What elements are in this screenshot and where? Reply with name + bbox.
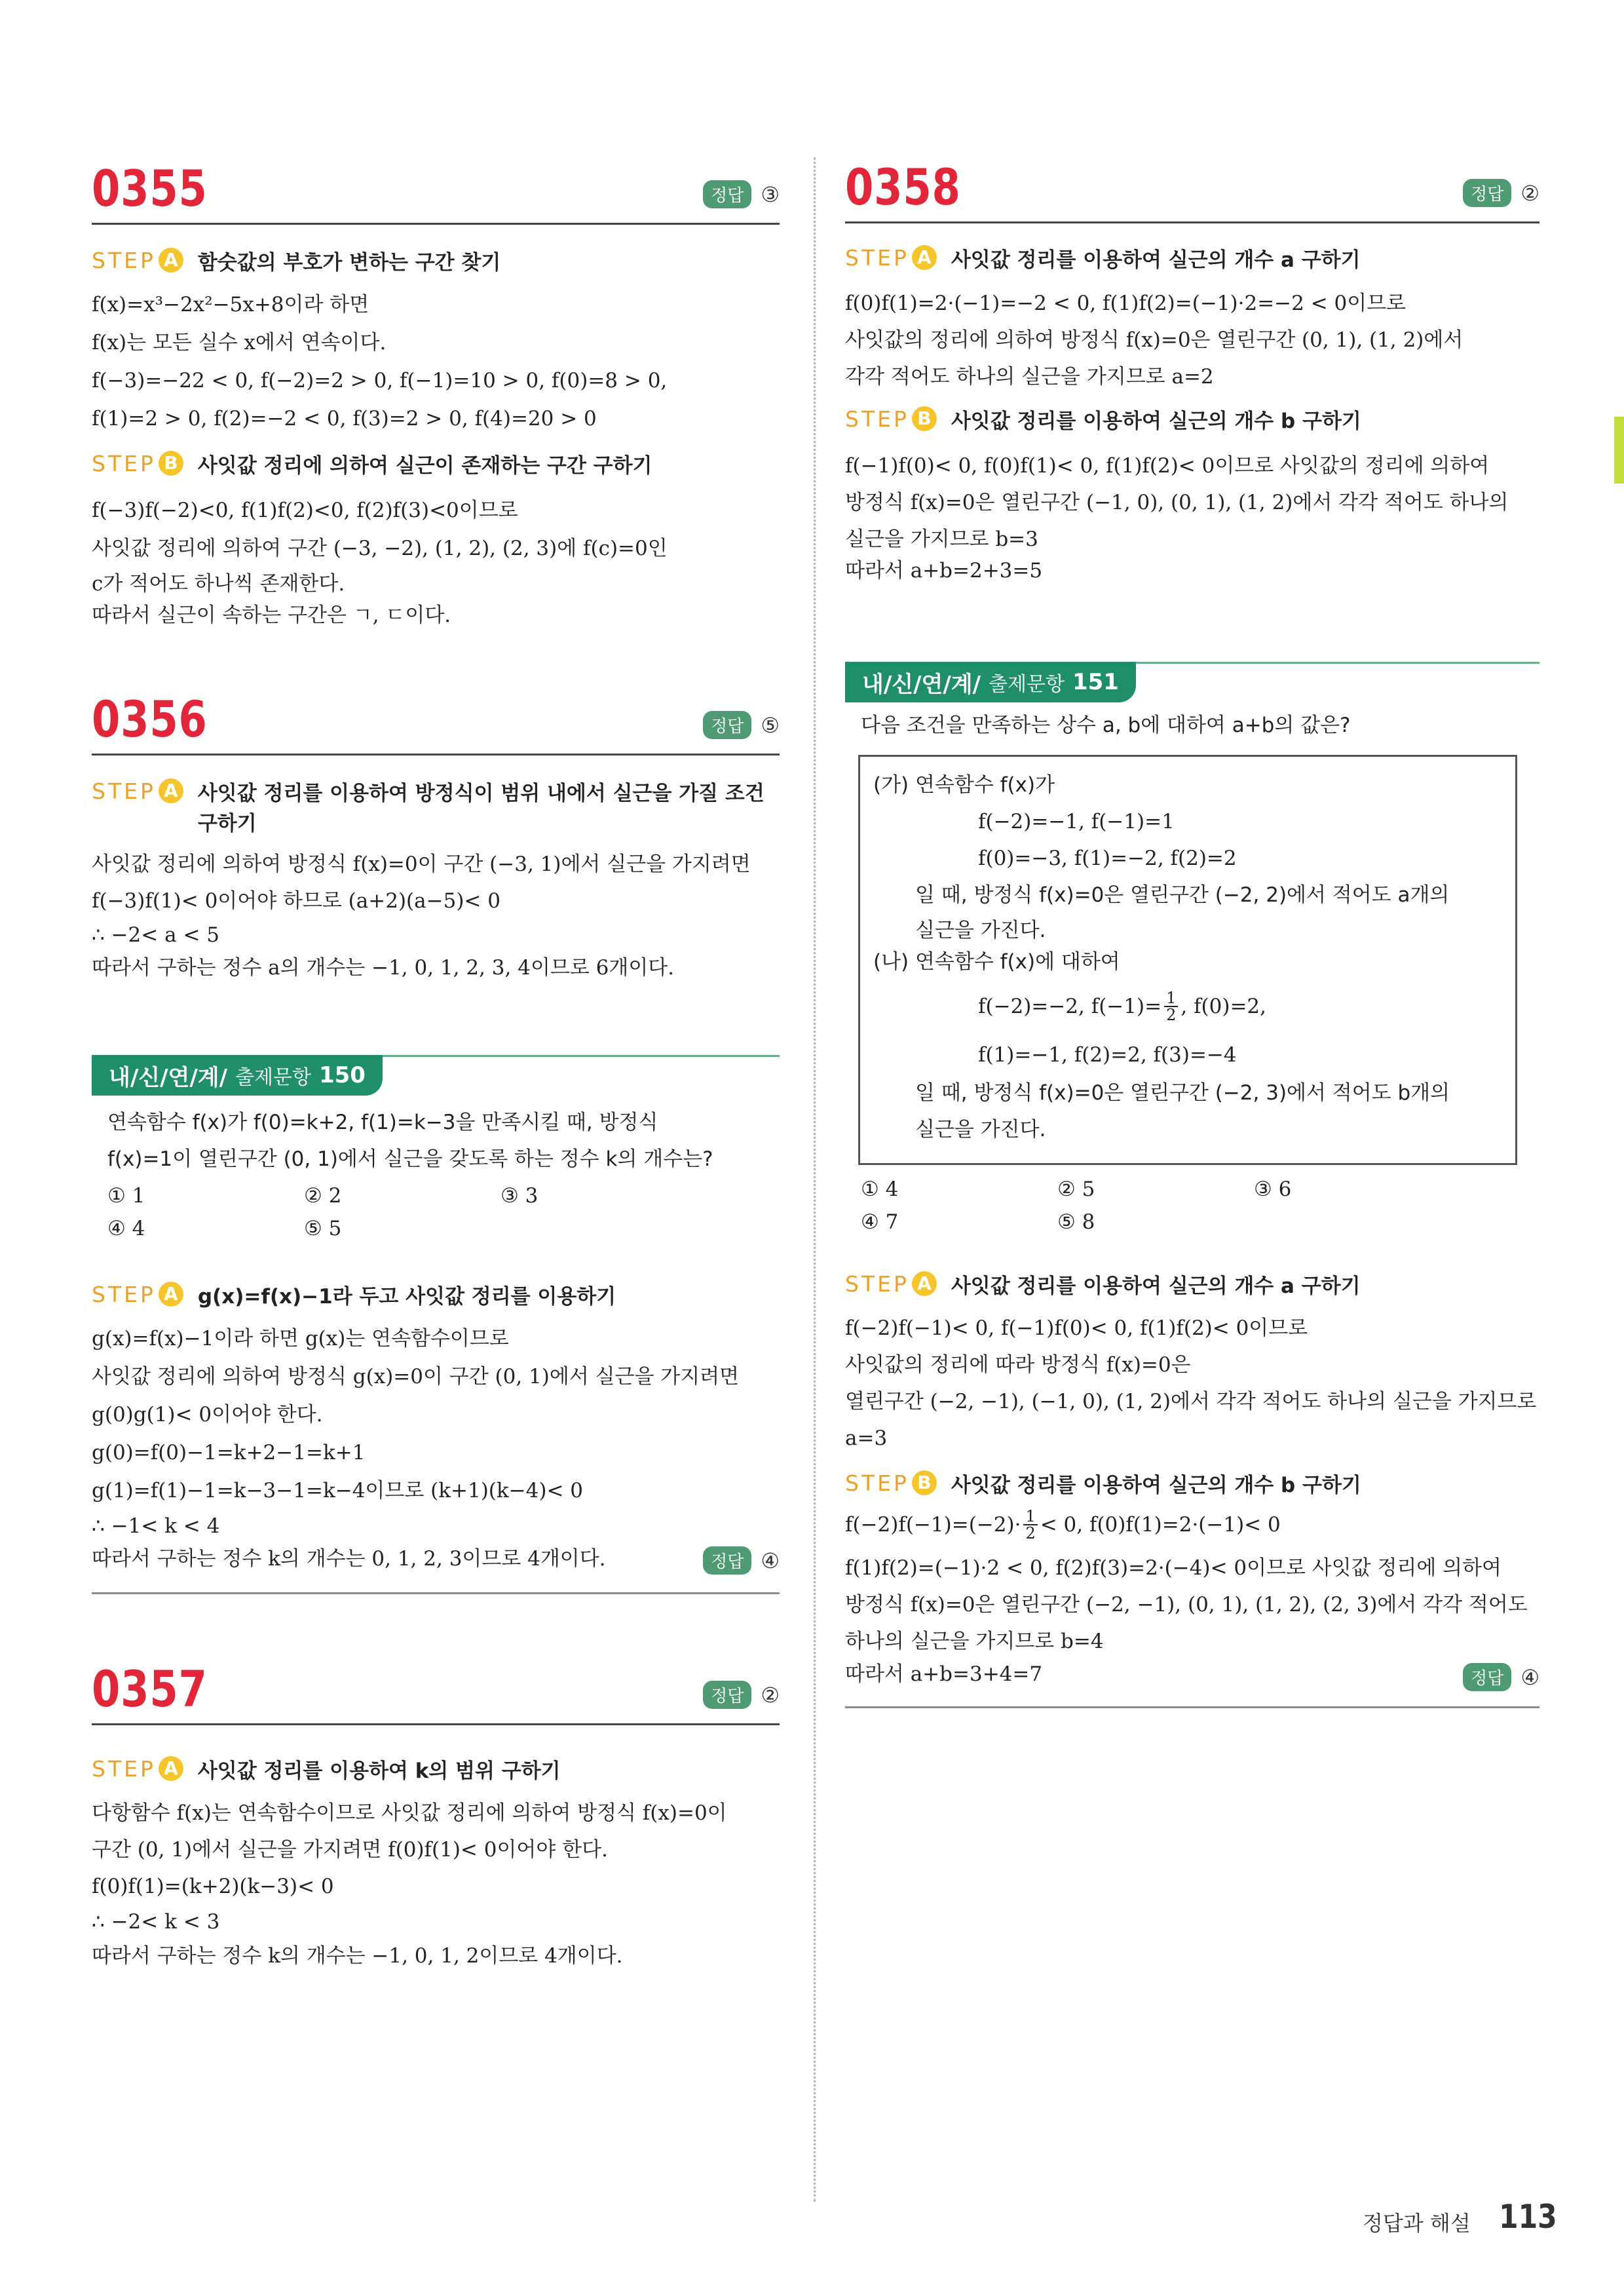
naesin-banner bbox=[92, 1055, 383, 1096]
solution-line: 따라서 a+b=3+4=7 bbox=[845, 1662, 1043, 1686]
solution-line: 다항함수 f(x)는 연속함수이므로 사잇값 정리에 의하여 방정식 f(x)=0이 bbox=[92, 1801, 727, 1825]
fraction bbox=[1023, 1508, 1037, 1541]
solution-line: 따라서 구하는 정수 k의 개수는 −1, 0, 1, 2이므로 4개이다. bbox=[92, 1944, 623, 1968]
naesin-brand: 내/신/연/계/ bbox=[109, 1064, 228, 1091]
answer-value: ④ bbox=[1520, 1664, 1539, 1690]
condition-text: f(−2)=−2, f(−1)= bbox=[978, 995, 1162, 1018]
solution-line: g(x)=f(x)−1이라 하면 g(x)는 연속함수이므로 bbox=[92, 1327, 509, 1350]
step-a-heading bbox=[92, 248, 500, 278]
answer-label bbox=[1463, 179, 1539, 207]
solution-line: 각각 적어도 하나의 실근을 가지므로 a=2 bbox=[845, 365, 1214, 389]
condition-line: 실근을 가진다. bbox=[915, 1118, 1046, 1141]
condition-line: 일 때, 방정식 f(x)=0은 열린구간 (−2, 2)에서 적어도 a개의 bbox=[915, 883, 1450, 907]
solution-line: f(0)f(1)=2·(−1)=−2 < 0, f(1)f(2)=(−1)·2=−2 < 0이므로 bbox=[845, 292, 1407, 315]
answer-value: ② bbox=[761, 1682, 780, 1708]
step-word: STEP bbox=[845, 245, 909, 271]
answer-value: ⑤ bbox=[761, 712, 780, 738]
solution-line-with-fraction bbox=[845, 1508, 1281, 1541]
choice-3: ③ 6 bbox=[1254, 1177, 1292, 1201]
step-title: 사잇값 정리를 이용하여 실근의 개수 a 구하기 bbox=[951, 1274, 1361, 1298]
naesin-number: 150 bbox=[318, 1062, 366, 1088]
step-word: STEP bbox=[845, 1271, 909, 1297]
fraction bbox=[1164, 990, 1178, 1023]
condition-line: f(−2)=−1, f(−1)=1 bbox=[978, 810, 1175, 833]
solution-line: 사잇값 정리에 의하여 방정식 f(x)=0이 구간 (−3, 1)에서 실근을 가지려면 bbox=[92, 852, 751, 876]
answer-badge: 정답 bbox=[703, 1546, 751, 1575]
naesin-label: 출제문항 bbox=[235, 1066, 311, 1089]
solution-line: ∴ −1< k < 4 bbox=[92, 1514, 220, 1538]
solution-line: f(−3)=−22 < 0, f(−2)=2 > 0, f(−1)=10 > 0, f(0)=8 > 0, bbox=[92, 369, 668, 392]
solution-line: ∴ −2< k < 3 bbox=[92, 1910, 220, 1934]
step-b-heading bbox=[845, 406, 1361, 436]
answer-label bbox=[703, 711, 780, 739]
fraction-denominator: 2 bbox=[1164, 1006, 1178, 1023]
step-title: 사잇값 정리를 이용하여 k의 범위 구하기 bbox=[197, 1759, 561, 1783]
condition-line: 일 때, 방정식 f(x)=0은 열린구간 (−2, 3)에서 적어도 b개의 bbox=[915, 1081, 1450, 1105]
condition-line: (가) 연속함수 f(x)가 bbox=[873, 773, 1055, 797]
step-a-heading bbox=[92, 1282, 616, 1312]
solution-line: 따라서 실근이 속하는 구간은 ㄱ, ㄷ이다. bbox=[92, 603, 451, 627]
choice-5: ⑤ 5 bbox=[304, 1217, 342, 1240]
solution-line: 실근을 가지므로 b=3 bbox=[845, 527, 1038, 551]
answer-badge: 정답 bbox=[703, 180, 751, 208]
choice-1: ① 4 bbox=[861, 1177, 899, 1201]
step-letter-badge: B bbox=[159, 451, 183, 476]
choice-3: ③ 3 bbox=[500, 1184, 538, 1208]
problem-0356-header bbox=[92, 681, 780, 756]
solution-line: 열린구간 (−2, −1), (−1, 0), (1, 2)에서 각각 적어도 하나의 실근을 가지므로 bbox=[845, 1390, 1537, 1413]
condition-text: , f(0)=2, bbox=[1180, 995, 1267, 1018]
solution-line: g(1)=f(1)−1=k−3−1=k−4이므로 (k+1)(k−4)< 0 bbox=[92, 1479, 584, 1502]
section-separator bbox=[92, 1592, 780, 1594]
step-letter-badge: B bbox=[912, 1470, 937, 1495]
step-letter-badge: A bbox=[912, 245, 937, 270]
solution-line: f(−2)f(−1)< 0, f(−1)f(0)< 0, f(1)f(2)< 0이므로 bbox=[845, 1316, 1308, 1340]
condition-line: f(1)=−1, f(2)=2, f(3)=−4 bbox=[978, 1043, 1237, 1067]
page-tab-marker bbox=[1614, 417, 1624, 484]
condition-line-with-fraction bbox=[978, 990, 1266, 1023]
choice-2: ② 5 bbox=[1057, 1177, 1095, 1201]
step-word: STEP bbox=[92, 778, 156, 804]
solution-line: 따라서 a+b=2+3=5 bbox=[845, 559, 1043, 583]
solution-line: 사잇값 정리에 의하여 구간 (−3, −2), (1, 2), (2, 3)에 f(c)=0인 bbox=[92, 537, 668, 560]
step-word: STEP bbox=[92, 1282, 156, 1307]
naesin-151-header bbox=[845, 662, 1539, 708]
solution-text: f(−2)f(−1)=(−2)· bbox=[845, 1513, 1021, 1537]
answer-label bbox=[1463, 1663, 1539, 1691]
solution-line: 방정식 f(x)=0은 열린구간 (−1, 0), (0, 1), (1, 2)에서 각각 적어도 하나의 bbox=[845, 491, 1509, 514]
step-letter-badge: A bbox=[159, 248, 183, 273]
answer-value: ④ bbox=[761, 1548, 780, 1573]
solution-line: g(0)g(1)< 0이어야 한다. bbox=[92, 1403, 323, 1426]
step-letter-badge: B bbox=[912, 406, 937, 431]
condition-line: 실근을 가진다. bbox=[915, 919, 1046, 942]
solution-line: f(x)는 모든 실수 x에서 연속이다. bbox=[92, 331, 387, 354]
answer-label bbox=[703, 180, 780, 208]
condition-box bbox=[858, 755, 1517, 1165]
answer-badge: 정답 bbox=[703, 1681, 751, 1709]
naesin-banner bbox=[845, 662, 1136, 702]
solution-line: f(1)f(2)=(−1)·2 < 0, f(2)f(3)=2·(−4)< 0이므로 사잇값 정리에 의하여 bbox=[845, 1556, 1501, 1580]
step-a-heading bbox=[92, 778, 765, 839]
step-word: STEP bbox=[92, 248, 156, 273]
fraction-numerator: 1 bbox=[1166, 989, 1177, 1007]
question-line: 다음 조건을 만족하는 상수 a, b에 대하여 a+b의 값은? bbox=[861, 714, 1351, 737]
section-separator bbox=[845, 1706, 1539, 1708]
step-title-line-1: 사잇값 정리를 이용하여 방정식이 범위 내에서 실근을 가질 조건 bbox=[197, 782, 765, 805]
step-title: 사잇값 정리에 의하여 실근이 존재하는 구간 구하기 bbox=[197, 454, 652, 478]
problem-number: 0355 bbox=[92, 159, 208, 218]
solution-line: f(−3)f(1)< 0이어야 하므로 (a+2)(a−5)< 0 bbox=[92, 889, 500, 913]
solution-line: f(−1)f(0)< 0, f(0)f(1)< 0, f(1)f(2)< 0이므로 사잇값의 정리에 의하여 bbox=[845, 454, 1490, 478]
step-b-heading bbox=[845, 1470, 1361, 1501]
answer-badge: 정답 bbox=[703, 711, 751, 739]
solution-line: f(−3)f(−2)<0, f(1)f(2)<0, f(2)f(3)<0이므로 bbox=[92, 499, 518, 522]
step-letter-badge: A bbox=[912, 1271, 937, 1296]
answer-value: ② bbox=[1520, 180, 1539, 206]
condition-line: (나) 연속함수 f(x)에 대하여 bbox=[873, 950, 1120, 974]
step-title bbox=[198, 778, 765, 839]
step-word: STEP bbox=[845, 406, 909, 432]
solution-line: 사잇값의 정리에 따라 방정식 f(x)=0은 bbox=[845, 1353, 1191, 1377]
step-title: g(x)=f(x)−1라 두고 사잇값 정리를 이용하기 bbox=[197, 1285, 616, 1309]
step-a-heading bbox=[92, 1756, 561, 1786]
answer-value: ③ bbox=[761, 182, 780, 207]
solution-line: f(1)=2 > 0, f(2)=−2 < 0, f(3)=2 > 0, f(4)=20 > 0 bbox=[92, 407, 597, 430]
step-a-heading bbox=[845, 245, 1361, 275]
answer-badge: 정답 bbox=[1463, 179, 1511, 207]
solution-line: c가 적어도 하나씩 존재한다. bbox=[92, 572, 345, 596]
solution-line: a=3 bbox=[845, 1426, 888, 1450]
solution-line: ∴ −2< a < 5 bbox=[92, 923, 219, 947]
answer-label bbox=[703, 1681, 780, 1709]
problem-0355-header bbox=[92, 151, 780, 225]
page-number: 113 bbox=[1499, 2198, 1557, 2236]
step-letter-badge: A bbox=[159, 1756, 183, 1781]
question-line: 연속함수 f(x)가 f(0)=k+2, f(1)=k−3을 만족시킬 때, 방정식 bbox=[107, 1111, 658, 1134]
step-letter-badge: A bbox=[159, 1282, 183, 1307]
naesin-brand: 내/신/연/계/ bbox=[862, 671, 981, 698]
naesin-150-header bbox=[92, 1055, 780, 1101]
step-title: 사잇값 정리를 이용하여 실근의 개수 b 구하기 bbox=[951, 410, 1361, 433]
column-divider bbox=[814, 157, 816, 2202]
solution-text: < 0, f(0)f(1)=2·(−1)< 0 bbox=[1040, 1513, 1281, 1537]
step-title: 사잇값 정리를 이용하여 실근의 개수 b 구하기 bbox=[951, 1474, 1361, 1497]
solution-line: f(0)f(1)=(k+2)(k−3)< 0 bbox=[92, 1875, 334, 1898]
problem-number: 0356 bbox=[92, 690, 208, 748]
step-word: STEP bbox=[92, 451, 156, 476]
condition-line: f(0)=−3, f(1)=−2, f(2)=2 bbox=[978, 847, 1237, 870]
fraction-denominator: 2 bbox=[1023, 1524, 1037, 1541]
solution-line: f(x)=x³−2x²−5x+8이라 하면 bbox=[92, 293, 369, 316]
step-title: 사잇값 정리를 이용하여 실근의 개수 a 구하기 bbox=[951, 248, 1361, 272]
solution-line: 사잇값의 정리에 의하여 방정식 f(x)=0은 열린구간 (0, 1), (1, 2)에서 bbox=[845, 328, 1463, 352]
solution-line: 방정식 f(x)=0은 열린구간 (−2, −1), (0, 1), (1, 2), (2, 3)에서 각각 적어도 bbox=[845, 1593, 1528, 1617]
solution-line: 하나의 실근을 가지므로 b=4 bbox=[845, 1630, 1104, 1653]
choice-5: ⑤ 8 bbox=[1057, 1210, 1095, 1234]
problem-0358-header bbox=[845, 149, 1539, 223]
choice-4: ④ 4 bbox=[107, 1217, 145, 1240]
problem-number: 0357 bbox=[92, 1660, 208, 1718]
problem-0357-header bbox=[92, 1651, 780, 1725]
step-letter-badge: A bbox=[159, 778, 183, 803]
choice-1: ① 1 bbox=[107, 1184, 145, 1208]
step-word: STEP bbox=[845, 1470, 909, 1496]
choice-4: ④ 7 bbox=[861, 1210, 899, 1234]
answer-badge: 정답 bbox=[1463, 1663, 1511, 1691]
step-a-heading bbox=[845, 1271, 1361, 1301]
solution-line: g(0)=f(0)−1=k+2−1=k+1 bbox=[92, 1441, 366, 1464]
step-b-heading bbox=[92, 451, 652, 481]
step-title: 함숫값의 부호가 변하는 구간 찾기 bbox=[197, 251, 501, 275]
solution-line: 따라서 구하는 정수 a의 개수는 −1, 0, 1, 2, 3, 4이므로 6개이다. bbox=[92, 956, 675, 980]
answer-label bbox=[703, 1546, 780, 1575]
question-line: f(x)=1이 열린구간 (0, 1)에서 실근을 갖도록 하는 정수 k의 개수는? bbox=[107, 1147, 713, 1171]
solution-line: 구간 (0, 1)에서 실근을 가지려면 f(0)f(1)< 0이어야 한다. bbox=[92, 1838, 608, 1862]
naesin-number: 151 bbox=[1072, 669, 1119, 695]
step-word: STEP bbox=[92, 1756, 156, 1782]
problem-number: 0358 bbox=[845, 158, 961, 216]
step-title-line-2: 구하기 bbox=[197, 812, 257, 835]
fraction-numerator: 1 bbox=[1025, 1507, 1036, 1525]
choice-2: ② 2 bbox=[304, 1184, 342, 1208]
naesin-label: 출제문항 bbox=[989, 673, 1065, 696]
solution-line: 따라서 구하는 정수 k의 개수는 0, 1, 2, 3이므로 4개이다. bbox=[92, 1547, 606, 1571]
footer-label: 정답과 해설 bbox=[1363, 2211, 1471, 2236]
solution-line: 사잇값 정리에 의하여 방정식 g(x)=0이 구간 (0, 1)에서 실근을 가지려면 bbox=[92, 1365, 740, 1388]
